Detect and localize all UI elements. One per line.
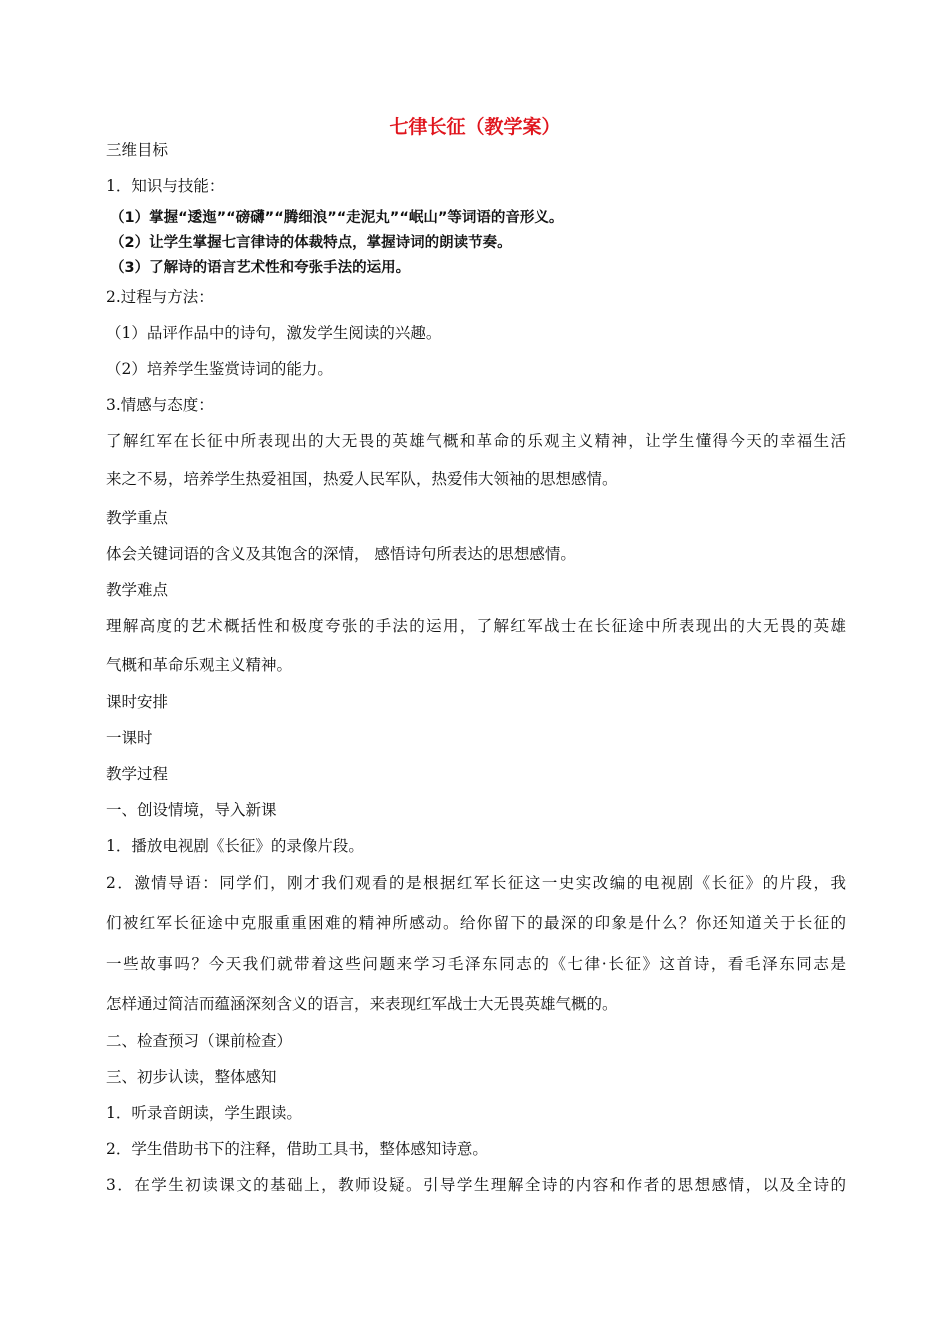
step-3-item-1: 1．听录音朗读，学生跟读。 xyxy=(106,1104,302,1122)
goal-item-3: （3）了解诗的语言艺术性和夸张手法的运用。 xyxy=(110,260,411,276)
step-1-item-2-line-2: 们被红军长征途中克服重重困难的精神所感动。给你留下的最深的印象是什么？你还知道关于长征的 xyxy=(106,914,846,932)
step-1-heading: 一、创设情境，导入新课 xyxy=(106,801,277,819)
step-1-item-2-line-3: 一些故事吗？今天我们就带着这些问题来学习毛泽东同志的《七律·长征》这首诗，看毛泽东同志是 xyxy=(106,955,846,973)
section-heading-schedule: 课时安排 xyxy=(106,693,169,711)
section-heading-goals: 三维目标 xyxy=(106,141,169,159)
goal-heading-knowledge: 1．知识与技能： xyxy=(106,177,225,195)
process-item-1: （1）品评作品中的诗句，激发学生阅读的兴趣。 xyxy=(106,324,442,342)
section-heading-process: 教学过程 xyxy=(106,765,169,783)
step-3-item-3-line-1: 3．在学生初读课文的基础上，教师设疑。引导学生理解全诗的内容和作者的思想感情，以及全诗的 xyxy=(106,1176,846,1194)
step-3-item-2: 2．学生借助书下的注释，借助工具书，整体感知诗意。 xyxy=(106,1140,488,1158)
step-1-item-2-line-1: 2．激情导语：同学们，刚才我们观看的是根据红军长征这一史实改编的电视剧《长征》的片段，我 xyxy=(106,874,846,892)
document-title: 七律长征（教学案） xyxy=(389,116,561,138)
step-1-item-1: 1．播放电视剧《长征》的录像片段。 xyxy=(106,837,364,855)
schedule-text: 一课时 xyxy=(106,729,153,747)
difficulties-line-1: 理解高度的艺术概括性和极度夸张的手法的运用，了解红军战士在长征途中所表现出的大无畏的英雄 xyxy=(106,617,846,635)
section-heading-difficulties: 教学难点 xyxy=(106,581,169,599)
step-3-heading: 三、初步认读，整体感知 xyxy=(106,1068,277,1086)
key-points-text: 体会关键词语的含义及其饱含的深情， 感悟诗句所表达的思想感情。 xyxy=(106,545,576,563)
step-1-item-2-line-4: 怎样通过简洁而蕴涵深刻含义的语言，来表现红军战士大无畏英雄气概的。 xyxy=(106,995,618,1013)
goal-item-2: （2）让学生掌握七言律诗的体裁特点，掌握诗词的朗读节奏。 xyxy=(110,235,512,251)
emotion-paragraph-line-1: 了解红军在长征中所表现出的大无畏的英雄气概和革命的乐观主义精神，让学生懂得今天的幸福生活 xyxy=(106,432,846,450)
section-heading-key-points: 教学重点 xyxy=(106,509,169,527)
difficulties-line-2: 气概和革命乐观主义精神。 xyxy=(106,656,293,674)
emotion-paragraph-line-2: 来之不易，培养学生热爱祖国，热爱人民军队，热爱伟大领袖的思想感情。 xyxy=(106,470,618,488)
goal-item-1: （1）掌握“逶迤”“磅礴”“腾细浪”“走泥丸”“岷山”等词语的音形义。 xyxy=(110,210,564,226)
process-item-2: （2）培养学生鉴赏诗词的能力。 xyxy=(106,360,333,378)
goal-heading-process: 2.过程与方法： xyxy=(106,288,214,306)
step-2-heading: 二、检查预习（课前检查） xyxy=(106,1032,293,1050)
goal-heading-emotion: 3.情感与态度： xyxy=(106,396,214,414)
